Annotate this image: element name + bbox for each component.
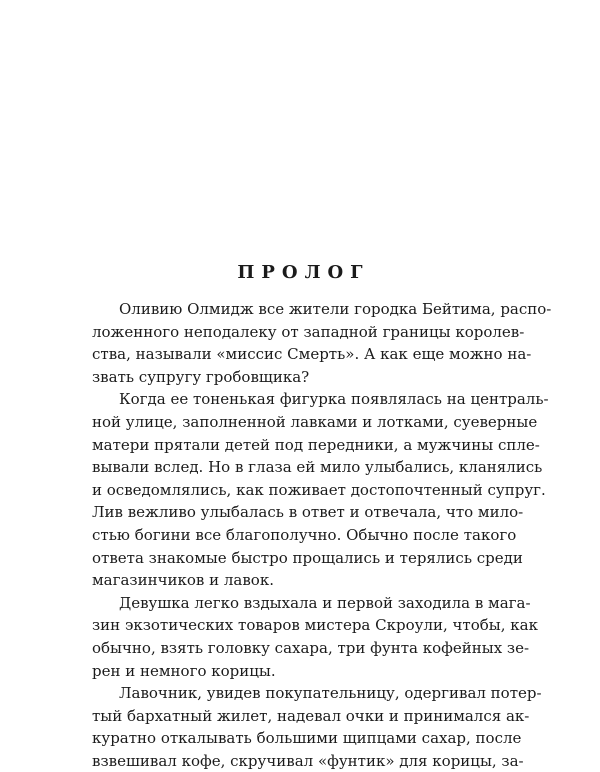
text-line: куратно откалывать большими щипцами сахар, после: [92, 729, 522, 748]
paragraph: [92, 682, 542, 772]
text-line: Девушка легко вздыхала и первой заходила в мага-: [119, 593, 531, 612]
chapter-title: ПРОЛОГ: [237, 262, 370, 283]
text-line: взвешивал кофе, скручивал «фунтик» для корицы, за-: [92, 751, 524, 770]
text-line: и осведомлялись, как поживает достопочтенный супруг.: [92, 480, 546, 499]
text-line: рен и немного корицы.: [92, 661, 276, 680]
text-line: Лавочник, увидев покупательницу, одергивал потер-: [119, 684, 542, 703]
text-line: Оливию Олмидж все жители городка Бейтима, распо-: [119, 300, 552, 318]
text-line: звать супругу гробовщика?: [92, 367, 310, 386]
text-line: ной улице, заполненной лавками и лотками, суеверные: [92, 412, 538, 431]
text-line: обычно, взять головку сахара, три фунта кофейных зе-: [92, 638, 530, 657]
text-line: матери прятали детей под передники, а мужчины спле-: [92, 435, 540, 454]
paragraph: [92, 298, 552, 388]
text-line: Когда ее тоненькая фигурка появлялась на централь-: [119, 390, 549, 409]
text-line: ства, называли «миссис Смерть». А как еще можно на-: [92, 345, 532, 364]
text-line: Лив вежливо улыбалась в ответ и отвечала, что мило-: [92, 503, 524, 522]
text-line: стью богини все благополучно. Обычно после такого: [92, 525, 517, 544]
text-line: зин экзотических товаров мистера Скроули, чтобы, как: [92, 616, 538, 635]
text-line: ложенного неподалеку от западной границы королев-: [92, 322, 525, 341]
text-line: магазинчиков и лавок.: [92, 571, 274, 590]
text-line: вывали вслед. Но в глаза ей мило улыбались, кланялись: [92, 458, 543, 477]
text-line: тый бархатный жилет, надевал очки и принимался ак-: [92, 706, 530, 725]
paragraph: [92, 388, 549, 591]
paragraph: [92, 592, 538, 682]
text-line: ответа знакомые быстро прощались и терялись среди: [92, 548, 523, 567]
body-text: [92, 298, 552, 772]
